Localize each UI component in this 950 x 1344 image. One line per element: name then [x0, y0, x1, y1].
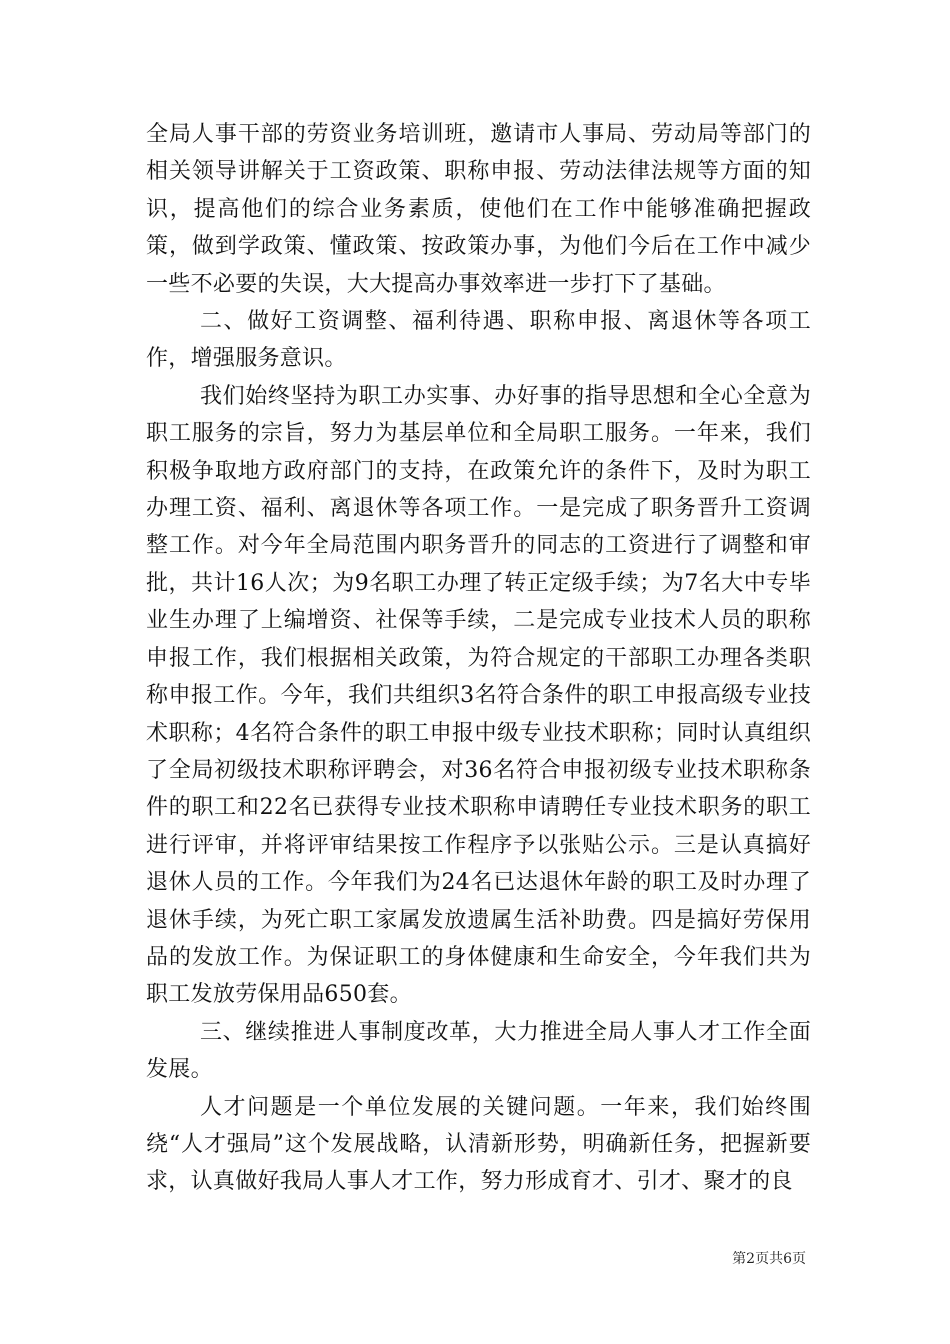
section-heading-two: 二、做好工资调整、福利待遇、职称申报、离退休等各项工作，增强服务意识。 [146, 309, 811, 372]
paragraph-training: 全局人事干部的劳资业务培训班，邀请市人事局、劳动局等部门的相关领导讲解关于工资政策、职称申报、劳动法律法规等方面的知识，提高他们的综合业务素质，使他们在工作中能够准确把握政策，做到学政策、懂政策、按政策办事，为他们今后在工作中减少一些不必要的失误，大大提高办事效率进一步打下了基础。 [146, 122, 811, 297]
section-heading-three: 三、继续推进人事制度改革，大力推进全局人事人才工作全面发展。 [146, 1019, 811, 1083]
document-body [146, 116, 811, 1201]
paragraph-services: 我们始终坚持为职工办实事、办好事的指导思想和全心全意为职工服务的宗旨，努力为基层单位和全局职工服务。一年来，我们积极争取地方政府部门的支持，在政策允许的条件下，及时为职工办理工资、福利、离退休等各项工作。一是完成了职务晋升工资调整工作。对今年全局范围内职务晋升的同志的工资进行了调整和审批，共计16人次；为9名职工办理了转正定级手续；为7名大中专毕业生办理了上编增资、社保等手续，二是完成专业技术人员的职称申报工作，我们根据相关政策，为符合规定的干部职工办理各类职称申报工作。今年，我们共组织3名符合条件的职工申报高级专业技术职称；4名符合条件的职工申报中级专业技术职称；同时认真组织了全局初级技术职称评聘会，对36名符合申报初级专业技术职称条件的职工和22名已获得专业技术职称申请聘任专业技术职务的职工进行评审，并将评审结果按工作程序予以张贴公示。三是认真搞好退休人员的工作。今年我们为24名已达退休年龄的职工及时办理了退休手续，为死亡职工家属发放遗属生活补助费。四是搞好劳保用品的发放工作。为保证职工的身体健康和生命安全，今年我们共为职工发放劳保用品650套。 [146, 383, 811, 1008]
paragraph-talent: 人才问题是一个单位发展的关键问题。一年来，我们始终围绕“人才强局”这个发展战略，认清新形势，明确新任务，把握新要求，认真做好我局人事人才工作，努力形成育才、引才、聚才的良 [146, 1094, 811, 1195]
page-number: 第2页共6页 [732, 1251, 806, 1267]
